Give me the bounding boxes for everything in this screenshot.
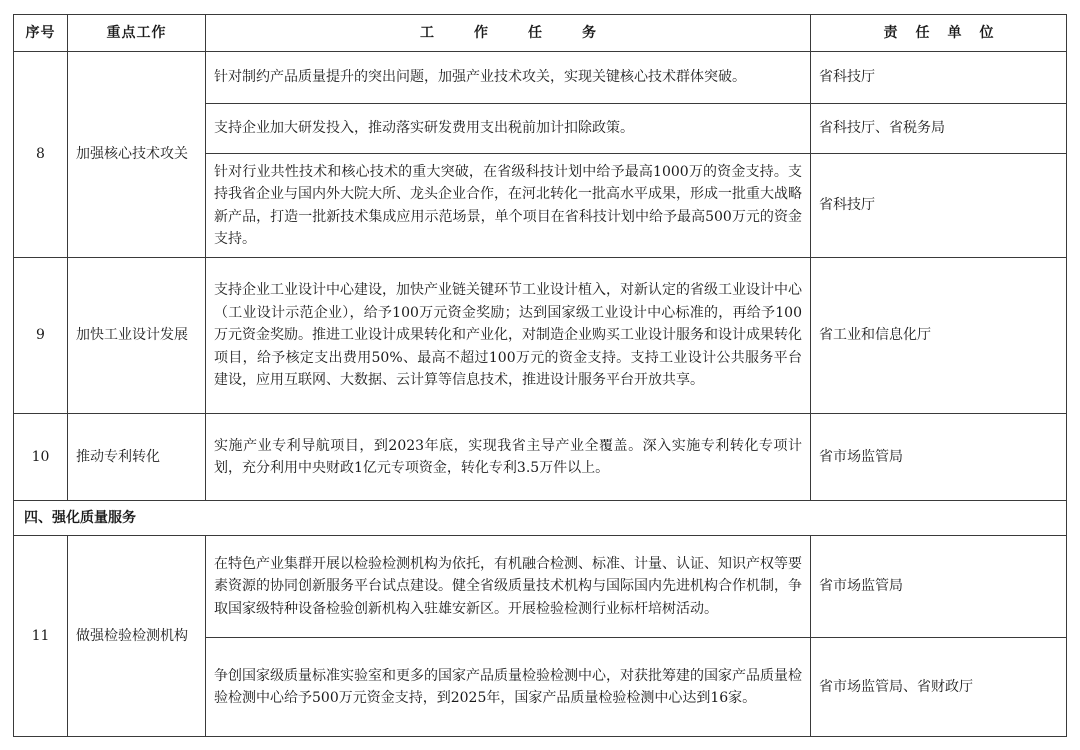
header-responsible: 责任单位 bbox=[811, 15, 1067, 52]
policy-task-table bbox=[13, 14, 1067, 737]
responsible-cell: 省市场监管局 bbox=[811, 414, 1067, 501]
task-cell: 支持企业加大研发投入，推动落实研发费用支出税前加计扣除政策。 bbox=[206, 104, 811, 154]
table-body bbox=[14, 52, 1067, 737]
header-seq: 序号 bbox=[14, 15, 68, 52]
key-work-cell: 推动专利转化 bbox=[68, 414, 206, 501]
seq-cell: 10 bbox=[14, 414, 68, 501]
table-row bbox=[14, 258, 1067, 414]
table-row bbox=[14, 52, 1067, 104]
task-cell: 争创国家级质量标准实验室和更多的国家产品质量检验检测中心，对获批筹建的国家产品质量检验检测中心给予500万元资金支持，到2025年，国家产品质量检验检测中心达到16家。 bbox=[206, 638, 811, 737]
responsible-cell: 省市场监管局 bbox=[811, 536, 1067, 638]
task-cell: 支持企业工业设计中心建设，加快产业链关键环节工业设计植入，对新认定的省级工业设计中心（工业设计示范企业），给予100万元资金奖励；达到国家级工业设计中心标准的，再给予100万元资金奖励。推进工业设计成果转化和产业化，对制造企业购买工业设计服务和设计成果转化项目，给予核定支出费用50%、最高不超过100万元的资金支持。支持工业设计公共服务平台建设，应用互联网、大数据、云计算等信息技术，推进设计服务平台开放共享。 bbox=[206, 258, 811, 414]
table-header bbox=[14, 15, 1067, 52]
responsible-cell: 省科技厅 bbox=[811, 52, 1067, 104]
responsible-cell: 省科技厅、省税务局 bbox=[811, 104, 1067, 154]
key-work-cell: 做强检验检测机构 bbox=[68, 536, 206, 737]
task-cell: 针对制约产品质量提升的突出问题，加强产业技术攻关，实现关键核心技术群体突破。 bbox=[206, 52, 811, 104]
key-work-cell: 加快工业设计发展 bbox=[68, 258, 206, 414]
header-task: 工作任务 bbox=[206, 15, 811, 52]
key-work-cell: 加强核心技术攻关 bbox=[68, 52, 206, 258]
header-key-work: 重点工作 bbox=[68, 15, 206, 52]
table-row bbox=[14, 536, 1067, 638]
responsible-cell: 省科技厅 bbox=[811, 154, 1067, 258]
table-row bbox=[14, 414, 1067, 501]
responsible-cell: 省工业和信息化厅 bbox=[811, 258, 1067, 414]
task-cell: 在特色产业集群开展以检验检测机构为依托，有机融合检测、标准、计量、认证、知识产权等要素资源的协同创新服务平台试点建设。健全省级质量技术机构与国际国内先进机构合作机制，争取国家级特种设备检验创新机构入驻雄安新区。开展检验检测行业标杆培树活动。 bbox=[206, 536, 811, 638]
seq-cell: 11 bbox=[14, 536, 68, 737]
responsible-cell: 省市场监管局、省财政厅 bbox=[811, 638, 1067, 737]
task-cell: 针对行业共性技术和核心技术的重大突破，在省级科技计划中给予最高1000万的资金支持。支持我省企业与国内外大院大所、龙头企业合作，在河北转化一批高水平成果，形成一批重大战略新产品，打造一批新技术集成应用示范场景，单个项目在省科技计划中给予最高500万元的资金支持。 bbox=[206, 154, 811, 258]
header-row bbox=[14, 15, 1067, 52]
seq-cell: 8 bbox=[14, 52, 68, 258]
seq-cell: 9 bbox=[14, 258, 68, 414]
section-row bbox=[14, 501, 1067, 536]
task-cell: 实施产业专利导航项目，到2023年底，实现我省主导产业全覆盖。深入实施专利转化专项计划，充分利用中央财政1亿元专项资金，转化专利3.5万件以上。 bbox=[206, 414, 811, 501]
section-title: 四、强化质量服务 bbox=[14, 501, 1067, 536]
